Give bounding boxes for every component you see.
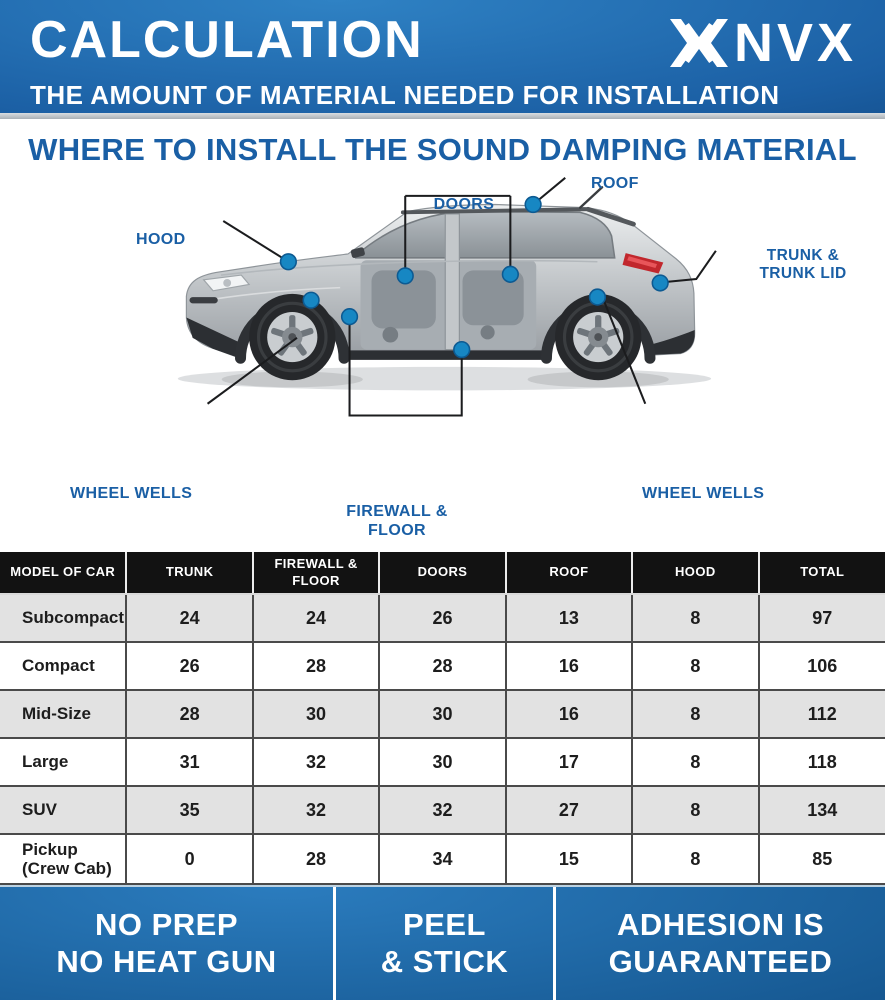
brand-name: NVX bbox=[733, 13, 857, 73]
table-row: Compact 26 28 28 16 8 106 bbox=[0, 642, 885, 690]
table-header-row bbox=[0, 552, 885, 594]
benefit-no-prep: NO PREP NO HEAT GUN bbox=[56, 907, 277, 979]
front-wheel bbox=[249, 294, 335, 380]
dot-rear-door bbox=[503, 266, 519, 282]
rear-wheel bbox=[555, 294, 641, 380]
callout-label-wheel-wells-left: WHEEL WELLS bbox=[70, 485, 193, 502]
table-row: Subcompact 24 24 26 13 8 97 bbox=[0, 594, 885, 642]
dot-front-wheel-well bbox=[303, 292, 319, 308]
callout-label-trunk: TRUNK & TRUNK LID bbox=[759, 247, 847, 283]
dot-firewall bbox=[342, 309, 358, 325]
col-trunk: TRUNK bbox=[126, 552, 252, 594]
table-row: Mid-Size 28 30 30 16 8 112 bbox=[0, 690, 885, 738]
model-cell: Subcompact bbox=[0, 594, 126, 642]
benefit-peel-stick: PEEL & STICK bbox=[333, 887, 553, 1000]
callout-label-wheel-wells-right: WHEEL WELLS bbox=[642, 485, 765, 502]
car-windows bbox=[356, 212, 615, 258]
diagram-title: WHERE TO INSTALL THE SOUND DAMPING MATERIAL bbox=[28, 132, 857, 167]
rocker-trim bbox=[345, 350, 547, 359]
model-cell: Pickup (Crew Cab) bbox=[0, 834, 126, 884]
callout-label-hood: HOOD bbox=[136, 231, 186, 248]
col-model-of-car: MODEL OF CAR bbox=[0, 552, 126, 594]
page-title: CALCULATION bbox=[30, 11, 424, 69]
col-firewall-floor: FIREWALL & FLOOR bbox=[253, 552, 379, 594]
model-cell: Large bbox=[0, 738, 126, 786]
material-amount-table bbox=[0, 552, 885, 885]
col-doors: DOORS bbox=[379, 552, 505, 594]
col-roof: ROOF bbox=[506, 552, 632, 594]
model-cell: Mid-Size bbox=[0, 690, 126, 738]
col-hood: HOOD bbox=[632, 552, 758, 594]
header-banner bbox=[0, 0, 885, 113]
dot-trunk bbox=[652, 275, 668, 291]
callout-label-doors: DOORS bbox=[433, 196, 495, 213]
dot-hood bbox=[281, 254, 297, 270]
dot-rear-wheel-well bbox=[590, 289, 606, 305]
model-cell: Compact bbox=[0, 642, 126, 690]
brand-logo bbox=[668, 13, 857, 73]
table-row: Pickup (Crew Cab) 0 28 34 15 8 85 bbox=[0, 834, 885, 884]
footer-benefits-bar bbox=[0, 885, 885, 1000]
header-subtitle: THE AMOUNT OF MATERIAL NEEDED FOR INSTALLATION bbox=[30, 80, 780, 110]
col-total: TOTAL bbox=[759, 552, 885, 594]
dot-roof bbox=[525, 197, 541, 213]
table-row: SUV 35 32 32 27 8 134 bbox=[0, 786, 885, 834]
install-diagram-section bbox=[0, 119, 885, 552]
benefit-adhesion: ADHESION IS GUARANTEED bbox=[553, 887, 885, 1000]
dot-floor bbox=[454, 342, 470, 358]
table-row: Large 31 32 30 17 8 118 bbox=[0, 738, 885, 786]
callout-label-firewall-floor: FIREWALL & FLOOR bbox=[346, 503, 448, 539]
callout-label-roof: ROOF bbox=[591, 175, 639, 192]
dot-front-door bbox=[397, 268, 413, 284]
model-cell: SUV bbox=[0, 786, 126, 834]
nvx-logo-icon bbox=[668, 17, 730, 69]
